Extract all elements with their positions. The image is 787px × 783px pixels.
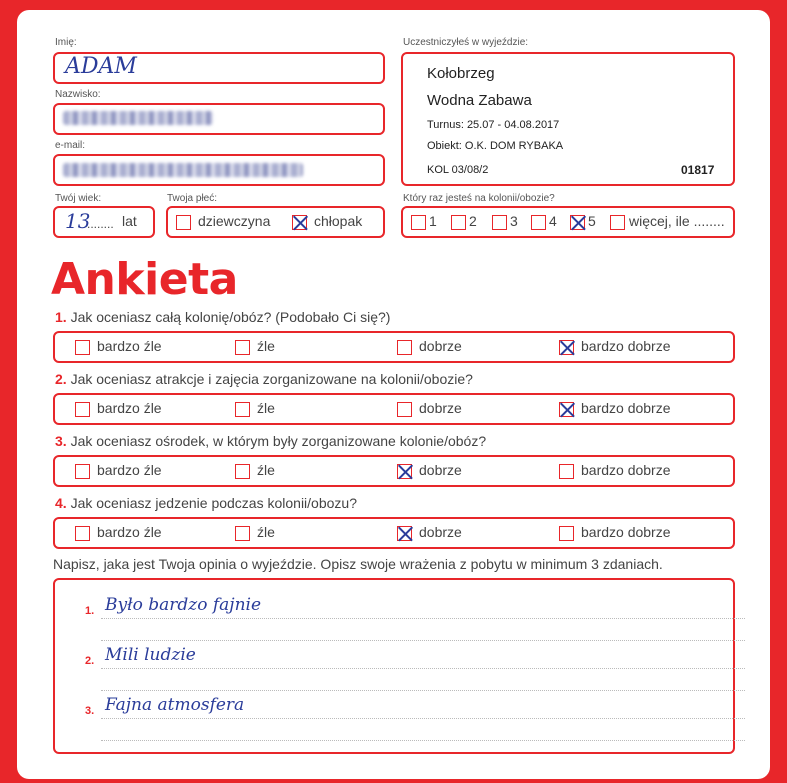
surname-field[interactable]: [53, 103, 385, 135]
question-text: Jak oceniasz atrakcje i zajęcia zorganizowane na kolonii/obozie?: [70, 371, 473, 387]
checkbox[interactable]: [559, 526, 574, 541]
opinion-number: 2.: [85, 655, 95, 667]
gender-option-label: chłopak: [314, 213, 363, 229]
rating-option-label: źle: [257, 524, 275, 540]
checkbox[interactable]: [176, 215, 191, 230]
question-number: 2.: [55, 371, 71, 387]
opinion-text: Było bardzo fajnie: [105, 595, 262, 615]
question-text: Jak oceniasz ośrodek, w którym były zorganizowane kolonie/obóz?: [70, 433, 487, 449]
rating-option-label: dobrze: [419, 338, 462, 354]
gender-label: Twoja płeć:: [167, 193, 218, 204]
rating-row-1: [53, 331, 735, 363]
times-option-label: 5: [588, 213, 596, 229]
question-number: 4.: [55, 495, 71, 511]
rating-option-label: bardzo źle: [97, 524, 162, 540]
checkbox[interactable]: [75, 340, 90, 355]
checkbox[interactable]: [75, 402, 90, 417]
question-2: [55, 371, 473, 387]
opinion-number: 3.: [85, 705, 95, 717]
rating-option-label: bardzo dobrze: [581, 524, 671, 540]
checkbox[interactable]: [235, 340, 250, 355]
checkbox[interactable]: [610, 215, 625, 230]
rating-option-label: źle: [257, 338, 275, 354]
checkbox-checked[interactable]: [397, 526, 412, 541]
times-option-more[interactable]: [610, 213, 725, 230]
checkbox[interactable]: [451, 215, 466, 230]
writing-line: [101, 690, 745, 691]
rating-row-2: [53, 393, 735, 425]
writing-line: [101, 618, 745, 619]
question-text: Jak oceniasz jedzenie podczas kolonii/obozu?: [70, 495, 357, 511]
age-value: 13: [65, 209, 91, 233]
checkbox[interactable]: [559, 464, 574, 479]
times-option-label: więcej, ile ........: [629, 213, 725, 229]
rating-option-label: bardzo źle: [97, 462, 162, 478]
rating-row-4: [53, 517, 735, 549]
rating-option[interactable]: [559, 524, 671, 541]
checkbox[interactable]: [531, 215, 546, 230]
times-option-1[interactable]: [411, 213, 437, 230]
name-field[interactable]: [53, 52, 385, 84]
trip-obiekt: Obiekt: O.K. DOM RYBAKA: [427, 140, 564, 152]
trip-name: Wodna Zabawa: [427, 92, 532, 109]
times-option-label: 3: [510, 213, 518, 229]
times-option-4[interactable]: [531, 213, 557, 230]
rating-option-label: źle: [257, 462, 275, 478]
checkbox[interactable]: [397, 340, 412, 355]
times-option-3[interactable]: [492, 213, 518, 230]
email-label: e-mail:: [55, 140, 86, 151]
times-field: [401, 206, 735, 238]
rating-option-label: dobrze: [419, 524, 462, 540]
rating-option[interactable]: [235, 338, 275, 355]
checkbox-checked[interactable]: [570, 215, 585, 230]
writing-line: [101, 718, 745, 719]
writing-line: [101, 668, 745, 669]
rating-option[interactable]: [397, 400, 462, 417]
surname-redacted: [63, 111, 213, 125]
rating-option[interactable]: [397, 524, 462, 541]
rating-option[interactable]: [235, 524, 275, 541]
email-field[interactable]: [53, 154, 385, 186]
question-1: [55, 309, 390, 325]
opinion-text: Fajna atmosfera: [105, 695, 245, 715]
age-field[interactable]: [53, 206, 155, 238]
question-text: Jak oceniasz całą kolonię/obóz? (Podobało Ci się?): [70, 309, 391, 325]
gender-field: [166, 206, 385, 238]
question-number: 1.: [55, 309, 71, 325]
checkbox-checked[interactable]: [559, 402, 574, 417]
writing-line: [101, 640, 745, 641]
surname-label: Nazwisko:: [55, 89, 101, 100]
rating-option[interactable]: [75, 462, 162, 479]
rating-option[interactable]: [559, 462, 671, 479]
trip-card: [401, 52, 735, 186]
checkbox[interactable]: [492, 215, 507, 230]
opinion-prompt: Napisz, jaka jest Twoja opinia o wyjeździe. Opisz swoje wrażenia z pobytu w minimum 3 zdaniach.: [53, 556, 663, 572]
opinion-number: 1.: [85, 605, 95, 617]
rating-row-3: [53, 455, 735, 487]
checkbox[interactable]: [75, 526, 90, 541]
gender-option-male[interactable]: [292, 213, 362, 230]
rating-option-label: bardzo dobrze: [581, 462, 671, 478]
rating-option-label: bardzo dobrze: [581, 338, 671, 354]
times-option-label: 2: [469, 213, 477, 229]
checkbox[interactable]: [397, 402, 412, 417]
checkbox-checked[interactable]: [292, 215, 307, 230]
checkbox[interactable]: [75, 464, 90, 479]
times-option-label: 1: [429, 213, 437, 229]
email-redacted: [63, 163, 303, 177]
checkbox[interactable]: [235, 526, 250, 541]
writing-line: [101, 740, 745, 741]
trip-code: KOL 03/08/2: [427, 164, 489, 176]
rating-option[interactable]: [397, 338, 462, 355]
trip-turnus: Turnus: 25.07 - 04.08.2017: [427, 119, 560, 131]
times-option-2[interactable]: [451, 213, 477, 230]
rating-option-label: bardzo źle: [97, 400, 162, 416]
rating-option[interactable]: [235, 462, 275, 479]
times-option-label: 4: [549, 213, 557, 229]
rating-option-label: źle: [257, 400, 275, 416]
checkbox[interactable]: [411, 215, 426, 230]
question-3: [55, 433, 486, 449]
opinion-text: Mili ludzie: [105, 645, 196, 665]
survey-title: Ankieta: [51, 254, 238, 305]
rating-option[interactable]: [75, 338, 162, 355]
rating-option[interactable]: [559, 338, 671, 355]
gender-option-female[interactable]: [176, 213, 270, 230]
age-dots: ........: [87, 217, 114, 231]
checkbox-checked[interactable]: [397, 464, 412, 479]
times-option-5[interactable]: [570, 213, 596, 230]
trip-city: Kołobrzeg: [427, 65, 495, 82]
survey-page: [17, 10, 770, 779]
rating-option[interactable]: [75, 400, 162, 417]
rating-option[interactable]: [235, 400, 275, 417]
rating-option[interactable]: [559, 400, 671, 417]
checkbox[interactable]: [235, 464, 250, 479]
age-label: Twój wiek:: [55, 193, 102, 204]
rating-option-label: dobrze: [419, 400, 462, 416]
trip-number: 01817: [681, 163, 715, 177]
times-label: Który raz jesteś na kolonii/obozie?: [403, 193, 555, 204]
name-label: Imię:: [55, 37, 77, 48]
rating-option-label: bardzo dobrze: [581, 400, 671, 416]
checkbox-checked[interactable]: [559, 340, 574, 355]
rating-option[interactable]: [75, 524, 162, 541]
question-number: 3.: [55, 433, 71, 449]
gender-option-label: dziewczyna: [198, 213, 271, 229]
question-4: [55, 495, 357, 511]
rating-option[interactable]: [397, 462, 462, 479]
trip-label: Uczestniczyłeś w wyjeździe:: [403, 37, 529, 48]
age-unit: lat: [122, 213, 137, 229]
rating-option-label: bardzo źle: [97, 338, 162, 354]
rating-option-label: dobrze: [419, 462, 462, 478]
checkbox[interactable]: [235, 402, 250, 417]
name-value: ADAM: [65, 54, 137, 79]
